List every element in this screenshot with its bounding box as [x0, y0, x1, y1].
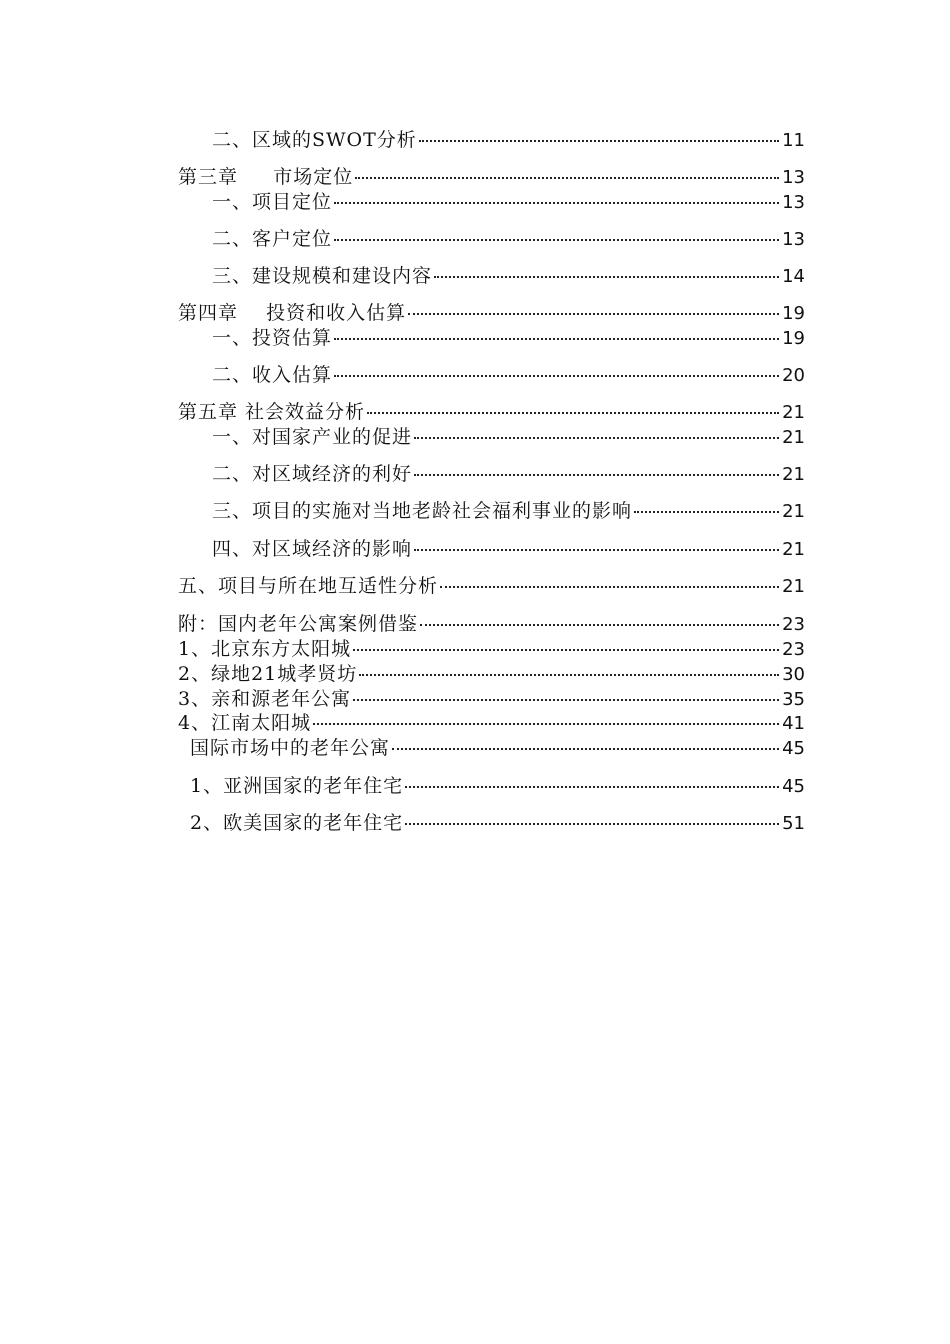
toc-entry-page: 23	[782, 639, 805, 660]
toc-entry[interactable]	[212, 223, 805, 252]
toc-leader-dots	[392, 728, 779, 750]
toc-entry[interactable]	[178, 570, 805, 599]
toc-entry-title: 四、对区域经济的影响	[212, 538, 413, 560]
toc-entry-page: 45	[782, 776, 805, 797]
toc-entry-title: 第三章 市场定位	[178, 166, 354, 188]
toc-leader-dots	[359, 654, 779, 676]
toc-leader-dots	[414, 417, 779, 439]
toc-entry-title: 2、绿地21城孝贤坊	[178, 663, 358, 685]
toc-entry-title: 国际市场中的老年公寓	[190, 737, 391, 759]
toc-entry-title: 附：国内老年公寓案例借鉴	[178, 613, 419, 635]
toc-entry-title: 一、投资估算	[212, 327, 333, 349]
toc-leader-dots	[405, 766, 779, 788]
toc-entry-page: 20	[782, 365, 805, 386]
toc-entry-page: 21	[782, 427, 805, 448]
toc-entry-title: 三、建设规模和建设内容	[212, 265, 433, 287]
toc-entry[interactable]	[190, 807, 805, 836]
toc-leader-dots	[434, 256, 779, 278]
toc-entry-title: 一、项目定位	[212, 191, 333, 213]
toc-leader-dots	[353, 679, 779, 701]
toc-leader-dots	[440, 566, 779, 588]
toc-entry-title: 一、对国家产业的促进	[212, 426, 413, 448]
toc-entry[interactable]	[212, 458, 805, 487]
toc-entry[interactable]	[212, 260, 805, 289]
toc-entry-title: 二、区域的SWOT分析	[212, 129, 417, 151]
toc-entry[interactable]	[190, 732, 805, 761]
toc-entry[interactable]	[190, 770, 805, 799]
toc-leader-dots	[405, 803, 779, 825]
toc-entry-page: 21	[782, 402, 805, 423]
toc-entry-title: 第五章 社会效益分析	[178, 401, 366, 423]
toc-entry-page: 30	[782, 664, 805, 685]
toc-leader-dots	[334, 318, 779, 340]
toc-leader-dots	[414, 529, 779, 551]
toc-leader-dots	[419, 120, 779, 142]
toc-entry-page: 21	[782, 539, 805, 560]
toc-leader-dots	[367, 392, 779, 414]
toc-entry-page: 21	[782, 464, 805, 485]
toc-leader-dots	[334, 182, 779, 204]
toc-entry-title: 五、项目与所在地互适性分析	[178, 575, 439, 597]
toc-entry-page: 19	[782, 328, 805, 349]
toc-entry-page: 21	[782, 576, 805, 597]
toc-entry-title: 4、江南太阳城	[178, 712, 312, 734]
toc-entry-page: 14	[782, 266, 805, 287]
toc-entry-title: 2、欧美国家的老年住宅	[190, 812, 404, 834]
toc-entry[interactable]	[212, 322, 805, 351]
toc-entry[interactable]	[212, 359, 805, 388]
toc-entry[interactable]	[212, 533, 805, 562]
toc-entry-title: 三、项目的实施对当地老龄社会福利事业的影响	[212, 500, 633, 522]
toc-leader-dots	[414, 454, 779, 476]
toc-leader-dots	[334, 219, 779, 241]
toc-leader-dots	[334, 355, 779, 377]
toc-entry[interactable]	[212, 495, 805, 524]
toc-entry-title: 1、北京东方太阳城	[178, 638, 352, 660]
toc-entry-title: 二、收入估算	[212, 364, 333, 386]
toc-entry-page: 13	[782, 192, 805, 213]
toc-entry-page: 13	[782, 167, 805, 188]
toc-entry-page: 35	[782, 689, 805, 710]
toc-entry[interactable]	[212, 421, 805, 450]
toc-entry-page: 45	[782, 738, 805, 759]
toc-entry-page: 51	[782, 813, 805, 834]
toc-entry-title: 二、客户定位	[212, 228, 333, 250]
toc-leader-dots	[353, 629, 779, 651]
toc-entry-page: 11	[782, 130, 805, 151]
toc-entry-page: 41	[782, 713, 805, 734]
toc-leader-dots	[408, 293, 779, 315]
toc-entry-title: 第四章 投资和收入估算	[178, 302, 407, 324]
toc-entry-page: 19	[782, 303, 805, 324]
toc-entry[interactable]	[212, 124, 805, 153]
toc-leader-dots	[355, 157, 779, 179]
toc-entry-page: 21	[782, 501, 805, 522]
toc-entry-title: 1、亚洲国家的老年住宅	[190, 775, 404, 797]
toc-leader-dots	[313, 703, 779, 725]
toc-entry-title: 3、亲和源老年公寓	[178, 688, 352, 710]
toc-entry-page: 23	[782, 614, 805, 635]
toc-leader-dots	[420, 604, 779, 626]
toc-entry[interactable]	[212, 186, 805, 215]
toc-leader-dots	[634, 491, 779, 513]
toc-entry-title: 二、对区域经济的利好	[212, 463, 413, 485]
toc-entry-page: 13	[782, 229, 805, 250]
